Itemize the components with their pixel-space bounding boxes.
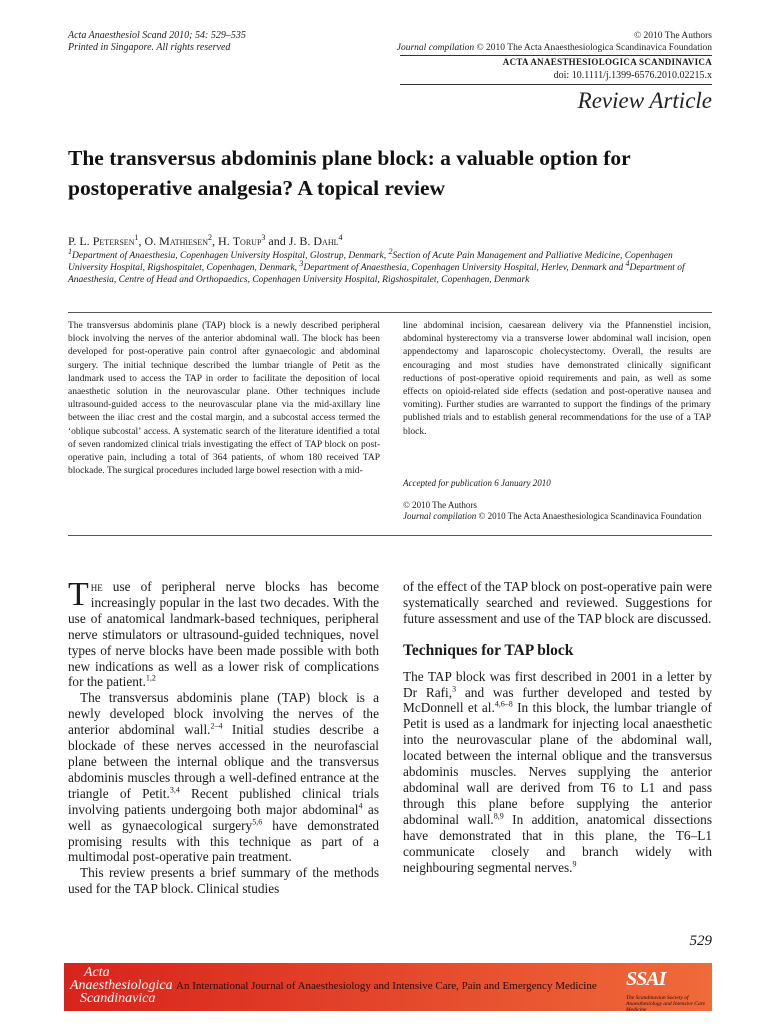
abstract-top-rule (68, 312, 712, 313)
paragraph: This review presents a brief summary of the methods used for the TAP block. Clinical studies (68, 865, 379, 897)
citation-ref[interactable]: 2–4 (210, 721, 223, 731)
citation-ref[interactable]: 1,2 (145, 674, 156, 684)
citation-ref[interactable]: 4 (358, 801, 363, 811)
copyright-authors: © 2010 The Authors (633, 31, 712, 41)
article-title: The transversus abdominis plane block: a valuable option for postoperative analgesia? A topical review (68, 146, 631, 200)
paragraph: of the effect of the TAP block on post-operative pain were systematically searched and reviewed. Suggestions for future assessment and use of the TAP block are discussed. (403, 579, 712, 626)
section-heading: Techniques for TAP block (403, 641, 574, 659)
author-name[interactable]: Torup (232, 234, 262, 248)
author-list: P. L. Petersen$^1$, O. Mathiesen$^2$, H. Torup$^3$ and J. B. Dahl$^4$ (68, 233, 343, 248)
doi-link[interactable]: doi: 10.1111/j.1399-6576.2010.02215.x (553, 70, 712, 81)
citation-line: Acta Anaesthesiol Scand 2010; 54: 529–535 (68, 30, 246, 41)
citation-ref[interactable]: 9 (572, 859, 577, 869)
running-header-citation (68, 30, 246, 54)
running-header-copyright (397, 30, 712, 54)
citation-ref[interactable]: 8,9 (493, 811, 504, 821)
page-number: 529 (689, 933, 712, 949)
author-name[interactable]: Dahl (313, 234, 339, 248)
paragraph: The TAP block was first described in 2001 in a letter by Dr Rafi,$^3$ and was further developed and tested by McDonnell et al.$^{4,6-8}$ In this block, the lumbar triangle of Petit is used as a landmark for injecting local anaesthetic into the neurovascular plane of the abdominal wall, located between the internal oblique and the transversus abdominis muscles. Nerves supplying the anterior abdominal wall are derived from T6 to L1 and pass through this plane before supplying the anterior abdominal wall.$^{8,9}$ In addition, anatomical dissections have demonstrated that in this plane, the T6–L1 communicate closely and branch widely with neighbouring segmental nerves.$^9$ (403, 668, 713, 875)
journal-name: ACTA ANAESTHESIOLOGICA SCANDINAVICA (502, 57, 712, 67)
abstract-copyright: © 2010 The Authors Journal compilation © 2010 The Acta Anaesthesiologica Scandinavica Foundation (403, 500, 702, 521)
doi-divider (400, 84, 712, 85)
abstract-bottom-rule (68, 535, 712, 536)
body-left-column (68, 576, 380, 897)
author-name[interactable]: Petersen (92, 234, 135, 248)
abstract-right-column: line abdominal incision, caesarean delivery via the Pfannenstiel incision, abdominal hysterectomy via a transverse lower abdominal wall incision, open appendectomy and laparoscopic cholecystectomy. Overall, the results are encouraging and most studies have demonstrated clinically significant reductions of post-operative opioid requirements and pain, as well as some effects on opioid-related side effects (sedation and post-operative nausea and vomiting). Further studies are warranted to support the findings of the primary published trials and to establish general recommendations for the use of a TAP block. (403, 321, 711, 437)
citation-ref[interactable]: 5,6 (252, 817, 263, 827)
intro-paragraph: The use of peripheral nerve blocks has become increasingly popular in the last two decades. With the use of anatomical landmark-based techniques, peripheral nerve stimulators or ultrasound-guided techniques, novel types of nerve blocks have been made possible with both new indications as well as a lower risk of complications for the patient.$^{1,2}$ (68, 576, 379, 690)
author-name[interactable]: Mathiesen (159, 234, 209, 248)
society-seal (626, 968, 716, 1013)
journal-logo: Acta Anaesthesiologica Scandinavica (70, 965, 173, 1006)
paragraph: The transversus abdominis plane (TAP) block is a newly developed block involving the nerves of the anterior abdominal wall.$^{2-4}$ Initial studies describe a blockade of these nerves accessed in the neurofascial plane between the internal oblique and the transversus abdominis muscles through a well-defined entrance at the triangle of Petit.$^{3,4}$ Recent published clinical trials involving patients undergoing both major abdominal$^4$ as well as gynaecological surgery$^{5,6}$ have demonstrated promising results with this technique as part of a multimodal post-operative pain treatment. (68, 690, 380, 865)
journal-divider (400, 55, 712, 56)
citation-ref[interactable]: 3,4 (169, 785, 180, 795)
society-logo-icon: SSAI (626, 968, 666, 990)
society-caption: The Scandinavian Society of Anaesthesiology and Intensive Care Medicine (626, 995, 706, 1013)
abstract-left-column: The transversus abdominis plane (TAP) block is a newly described peripheral block involving the nerves of the anterior abdominal wall. The block has been developed for post-operative pain control after gynaecologic and abdominal surgery. The initial technique described the lumbar triangle of Petit as the landmark used to access the TAP in order to facilitate the deposition of local anaesthetic solution in the neurovascular plane. Other techniques include ultrasound-guided access to the neurovascular plane via the mid-axillary line between the iliac crest and the costal margin, and a subcostal access termed the ‘oblique subcostal’ access. A systematic search of the literature identified a total of seven randomized clinical trials investigating the effect of TAP block on post-operative pain, including a total of 364 patients, of whom 180 received TAP blockade. The surgical procedures included large bowel resection with a mid- (68, 321, 380, 477)
drop-cap: T (68, 576, 89, 613)
body-right-column (403, 579, 712, 875)
printed-line: Printed in Singapore. All rights reserved (68, 42, 231, 53)
copyright-compilation: Journal compilation © 2010 The Acta Anaesthesiologica Scandinavica Foundation (396, 43, 712, 53)
article-type: Review Article (577, 88, 712, 113)
accepted-date: Accepted for publication 6 January 2010 (403, 478, 551, 488)
citation-ref[interactable]: 4,6–8 (494, 700, 513, 710)
citation-ref[interactable]: 3 (452, 684, 457, 694)
journal-tagline: An International Journal of Anaesthesiology and Intensive Care, Pain and Emergency Medicine (176, 980, 597, 992)
affiliations: $^1$Department of Anaesthesia, Copenhagen University Hospital, Glostrup, Denmark, $^2$Section of Acute Pain Management and Palliative Medicine, Copenhagen University Hospital, Rigshospitalet, Copenhagen, Denmark, $^3$Department of Anaesthesia, Copenhagen University Hospital, Herlev, Denmark and $^4$Department of Anaesthesia, Centre of Head and Orthopaedics, Copenhagen University Hospital, Rigshospitalet, Copenhagen, Denmark (68, 246, 685, 285)
